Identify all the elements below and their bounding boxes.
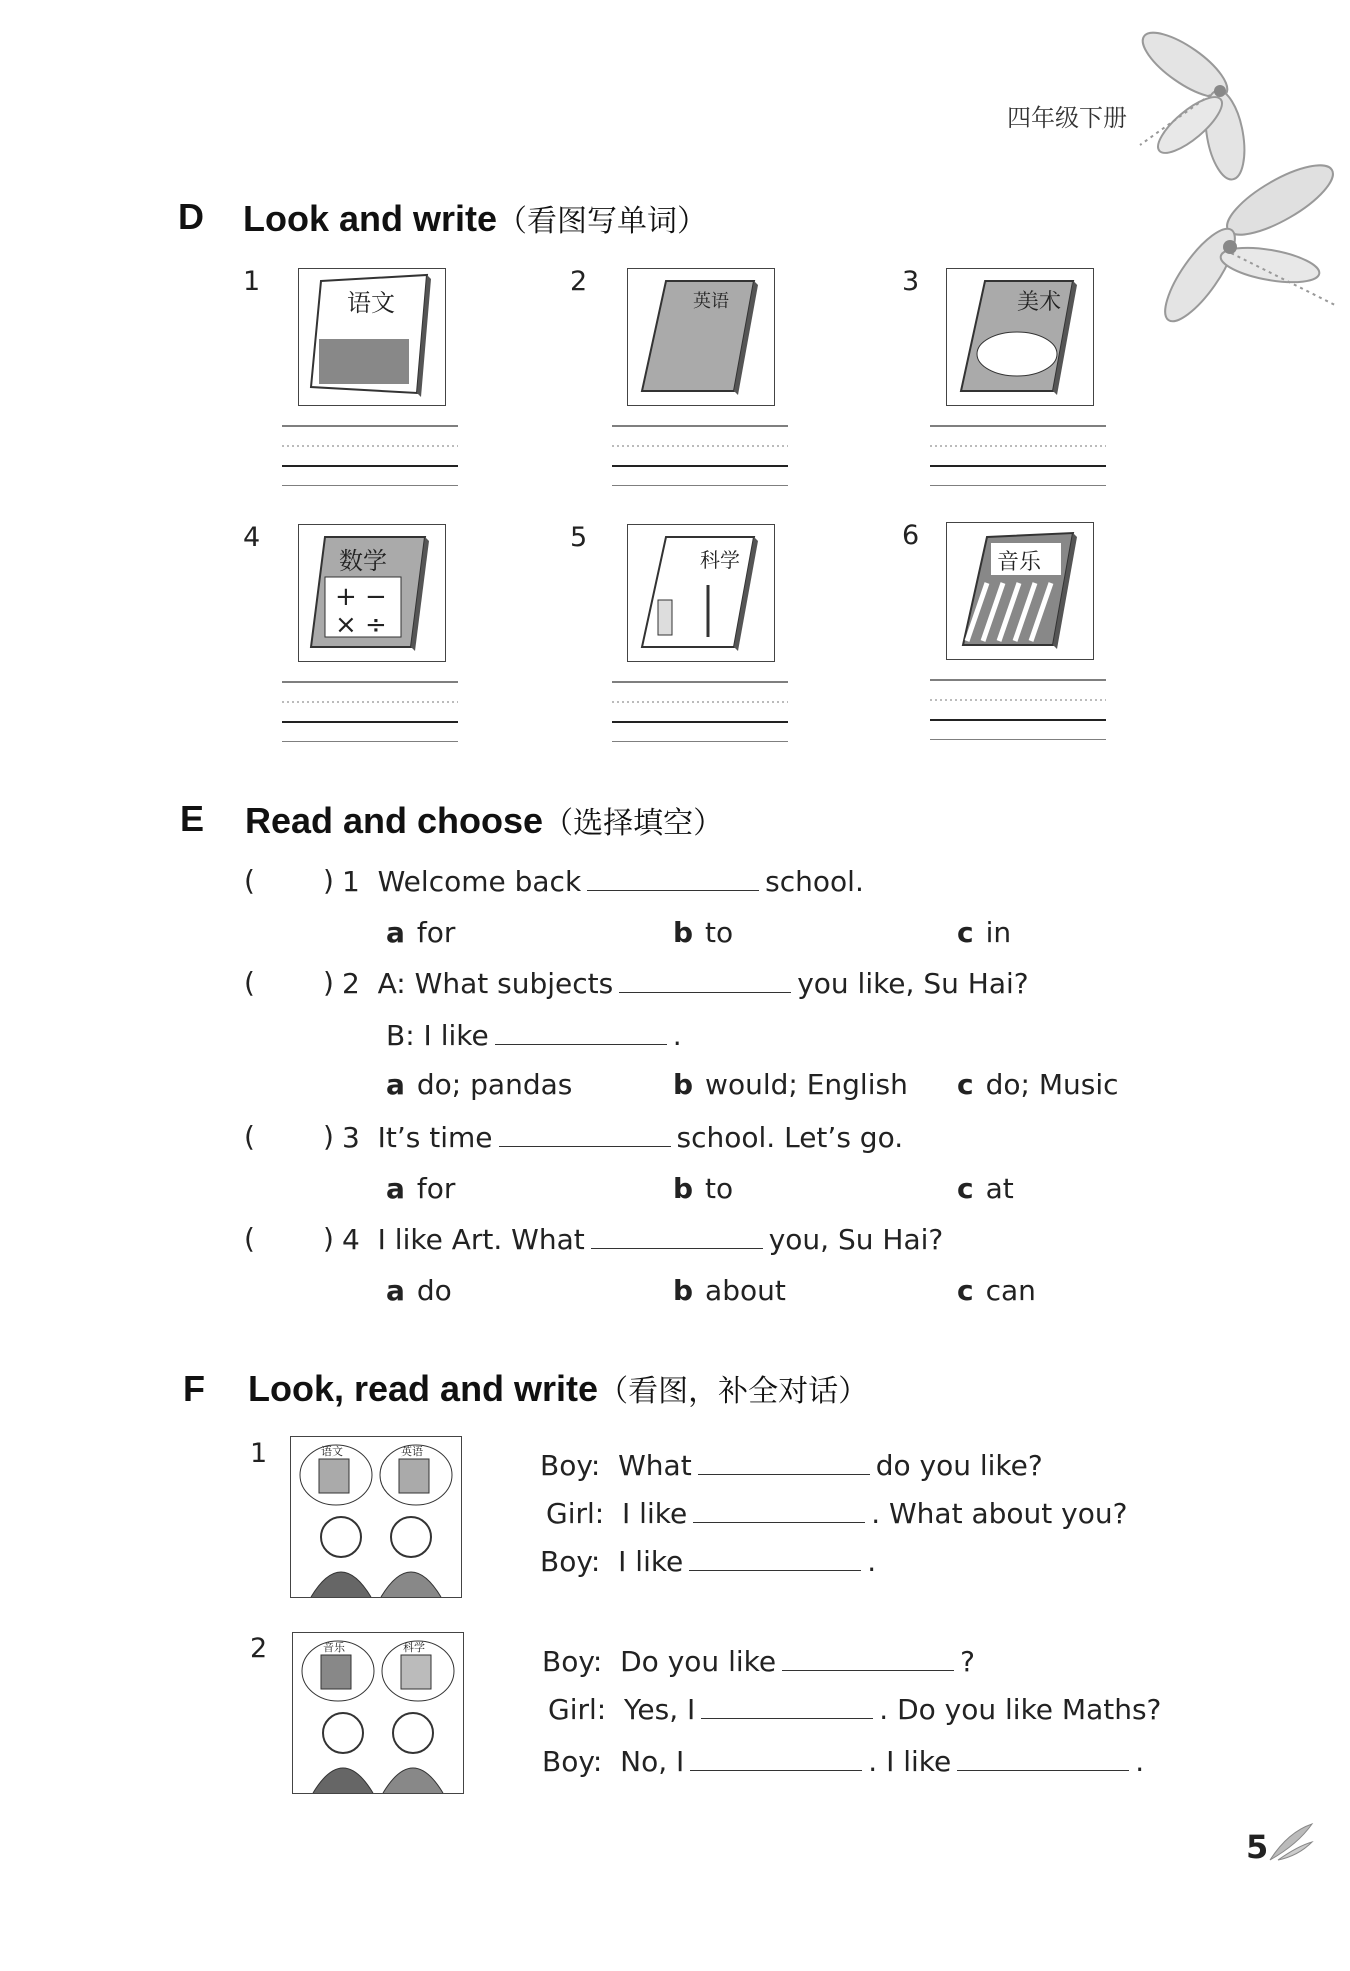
fill-blank[interactable] xyxy=(693,1496,865,1523)
book-label: 音乐 xyxy=(997,550,1042,575)
fill-blank[interactable] xyxy=(957,1744,1129,1771)
book-image-chinese xyxy=(298,268,446,406)
option-c[interactable]: c can xyxy=(957,1274,1036,1307)
answer-lines[interactable] xyxy=(612,424,788,486)
question-1: 1 Welcome back school. xyxy=(342,865,864,898)
option-c[interactable]: c in xyxy=(957,916,1012,949)
svg-text:+ −: + − xyxy=(335,582,387,612)
fill-blank[interactable] xyxy=(698,1448,870,1475)
thought-book-label: 音乐 xyxy=(323,1641,345,1654)
dragonfly-decoration xyxy=(1130,15,1345,335)
leaf-icon xyxy=(1268,1822,1314,1862)
section-f-title: Look, read and write（看图，补全对话） xyxy=(248,1368,869,1409)
dialog-2-line-1: Boy: Do you like ? xyxy=(542,1645,975,1678)
book-image-music xyxy=(946,522,1094,660)
dialog-1-line-2: Girl: I like . What about you? xyxy=(546,1497,1128,1530)
answer-lines[interactable] xyxy=(282,680,458,742)
book-label: 英语 xyxy=(693,291,729,312)
fill-blank[interactable] xyxy=(587,864,759,891)
book-image-maths xyxy=(298,524,446,662)
scene-image-2 xyxy=(292,1632,464,1794)
item-number: 1 xyxy=(243,266,261,297)
option-c[interactable]: c do; Music xyxy=(957,1068,1119,1101)
answer-bracket-close: ) xyxy=(323,864,334,897)
dialog-1-line-1: Boy: What do you like? xyxy=(540,1449,1043,1482)
dialog-2-line-3: Boy: No, I . I like . xyxy=(542,1745,1145,1778)
answer-bracket-open[interactable]: ( xyxy=(244,966,255,999)
section-d-letter: D xyxy=(178,196,204,237)
option-a[interactable]: a for xyxy=(386,1172,456,1205)
answer-lines[interactable] xyxy=(612,680,788,742)
thought-book-label: 英语 xyxy=(401,1445,423,1458)
section-e-title: Read and choose（选择填空） xyxy=(245,800,724,841)
answer-bracket-close: ) xyxy=(323,1222,334,1255)
fill-blank[interactable] xyxy=(690,1744,862,1771)
dialog-1-line-3: Boy: I like . xyxy=(540,1545,877,1578)
question-4: 4 I like Art. What you, Su Hai? xyxy=(342,1223,944,1256)
item-number: 4 xyxy=(243,522,261,553)
answer-bracket-close: ) xyxy=(323,1120,334,1153)
option-c[interactable]: c at xyxy=(957,1172,1014,1205)
section-e-letter: E xyxy=(180,798,205,839)
book-image-english xyxy=(627,268,775,406)
answer-bracket-open[interactable]: ( xyxy=(244,864,255,897)
option-b[interactable]: b to xyxy=(673,1172,734,1205)
option-b[interactable]: b about xyxy=(673,1274,786,1307)
fill-blank[interactable] xyxy=(495,1018,667,1045)
answer-lines[interactable] xyxy=(282,424,458,486)
option-a[interactable]: a do xyxy=(386,1274,452,1307)
dialog-2-line-2: Girl: Yes, I . Do you like Maths? xyxy=(548,1693,1162,1726)
grade-label: 四年级下册 xyxy=(1007,104,1127,132)
section-f-letter: F xyxy=(183,1368,205,1409)
scene-image-1 xyxy=(290,1436,462,1598)
thought-book-label: 科学 xyxy=(403,1641,425,1654)
answer-bracket-close: ) xyxy=(323,966,334,999)
book-image-art xyxy=(946,268,1094,406)
dialog-number: 2 xyxy=(250,1633,268,1664)
fill-blank[interactable] xyxy=(619,966,791,993)
question-2: 2 A: What subjects you like, Su Hai? xyxy=(342,967,1029,1000)
item-number: 6 xyxy=(902,520,920,551)
item-number: 2 xyxy=(570,266,588,297)
book-label: 数学 xyxy=(339,547,387,575)
thought-book-label: 语文 xyxy=(321,1445,343,1458)
answer-lines[interactable] xyxy=(930,424,1106,486)
fill-blank[interactable] xyxy=(782,1644,954,1671)
page-number: 5 xyxy=(1246,1828,1269,1866)
fill-blank[interactable] xyxy=(689,1544,861,1571)
book-label: 科学 xyxy=(700,548,740,572)
dialog-number: 1 xyxy=(250,1438,268,1469)
option-a[interactable]: a for xyxy=(386,916,456,949)
section-d-title: Look and write（看图写单词） xyxy=(243,198,708,239)
book-label: 美术 xyxy=(1017,290,1062,315)
question-2-line-b: B: I like . xyxy=(386,1019,682,1052)
item-number: 3 xyxy=(902,266,920,297)
book-image-science xyxy=(627,524,775,662)
question-3: 3 It’s time school. Let’s go. xyxy=(342,1121,904,1154)
option-a[interactable]: a do; pandas xyxy=(386,1068,573,1101)
option-b[interactable]: b to xyxy=(673,916,734,949)
answer-bracket-open[interactable]: ( xyxy=(244,1120,255,1153)
book-label: 语文 xyxy=(347,289,395,317)
fill-blank[interactable] xyxy=(591,1222,763,1249)
option-b[interactable]: b would; English xyxy=(673,1068,908,1101)
answer-bracket-open[interactable]: ( xyxy=(244,1222,255,1255)
svg-text:× ÷: × ÷ xyxy=(335,610,387,640)
fill-blank[interactable] xyxy=(701,1692,873,1719)
answer-lines[interactable] xyxy=(930,678,1106,740)
fill-blank[interactable] xyxy=(499,1120,671,1147)
item-number: 5 xyxy=(570,522,588,553)
